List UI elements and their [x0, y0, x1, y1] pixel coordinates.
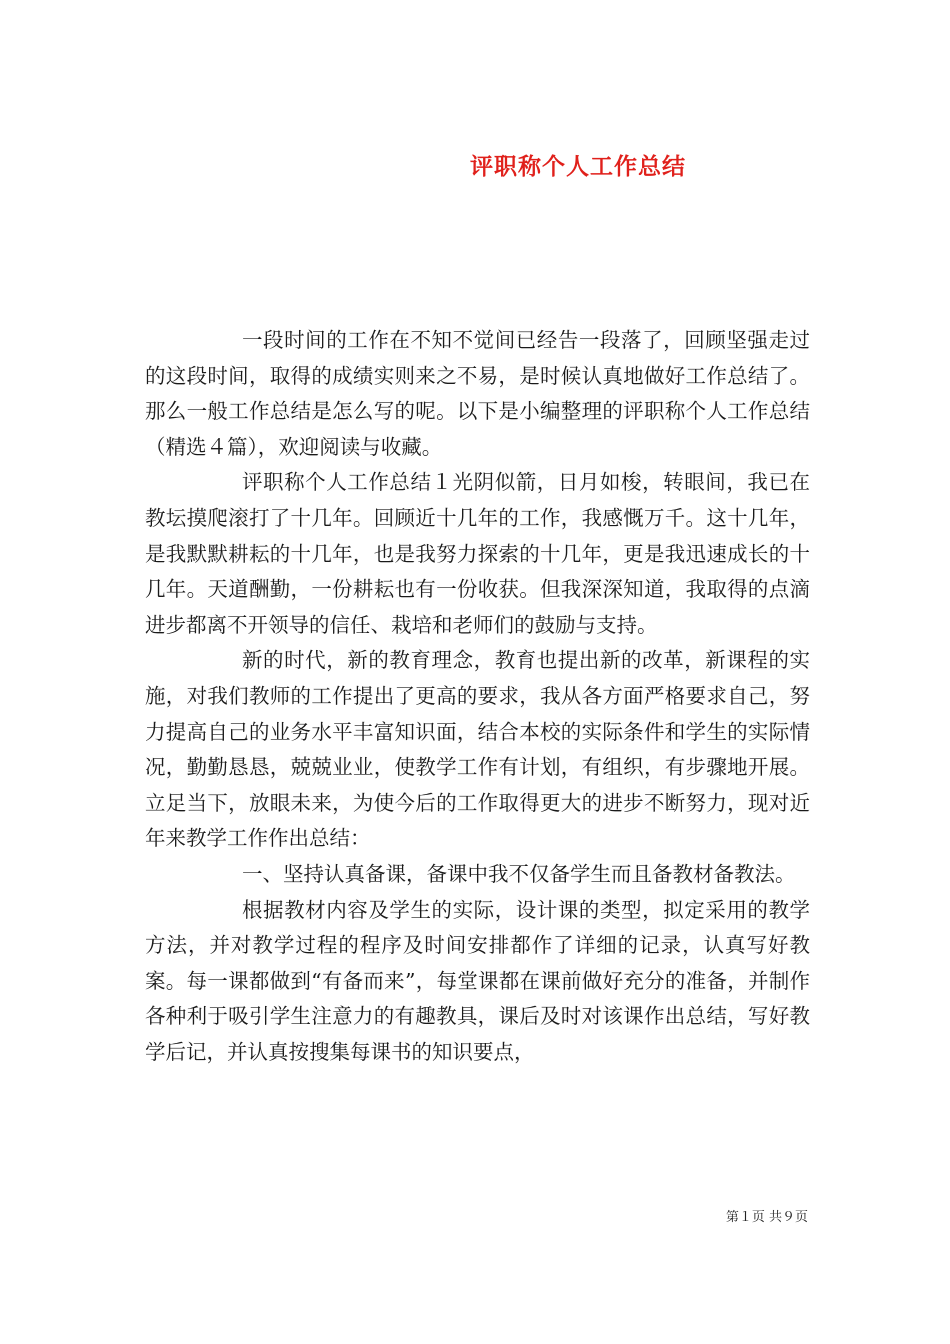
- paragraph-lesson-prep: 根据教材内容及学生的实际，设计课的类型，拟定采用的教学方法，并对教学过程的程序及时间安排都作了详细的记录，认真写好教案。每一课都做到“有备而来”，每堂课都在课前做好充分的准备，并制作各种利于吸引学生注意力的有趣教具，课后及时对该课作出总结，写好教学后记，并认真按搜集每课书的知识要点，: [145, 897, 810, 1064]
- paragraph-new-era: 新的时代，新的教育理念，教育也提出新的改革，新课程的实施，对我们教师的工作提出了更高的要求，我从各方面严格要求自己，努力提高自己的业务水平丰富知识面，结合本校的实际条件和学生的实际情况，勤勤恳恳，兢兢业业，使教学工作有计划，有组织，有步骤地开展。立足当下，放眼未来，为使今后的工作取得更大的进步不断努力，现对近年来教学工作作出总结：: [145, 648, 810, 851]
- paragraph-summary-1: 评职称个人工作总结１光阴似箭，日月如梭，转眼间，我已在教坛摸爬滚打了十几年。回顾近十几年的工作，我感慨万千。这十几年，是我默默耕耘的十几年，也是我努力探索的十几年，更是我迅速成长的十几年。天道酬勤，一份耕耘也有一份收获。但我深深知道，我取得的点滴进步都离不开领导的信任、栽培和老师们的鼓励与支持。: [145, 470, 810, 637]
- paragraph-section-1-heading: 一、坚持认真备课，备课中我不仅备学生而且备教材备教法。: [242, 861, 796, 886]
- page-footer: 第１页 共９页: [725, 1210, 808, 1225]
- document-body: [145, 323, 810, 1070]
- document-title: 评职称个人工作总结: [470, 153, 686, 181]
- paragraph-intro: 一段时间的工作在不知不觉间已经告一段落了，回顾坚强走过的这段时间，取得的成绩实则来之不易，是时候认真地做好工作总结了。那么一般工作总结是怎么写的呢。以下是小编整理的评职称个人工作总结（精选４篇），欢迎阅读与收藏。: [145, 328, 810, 459]
